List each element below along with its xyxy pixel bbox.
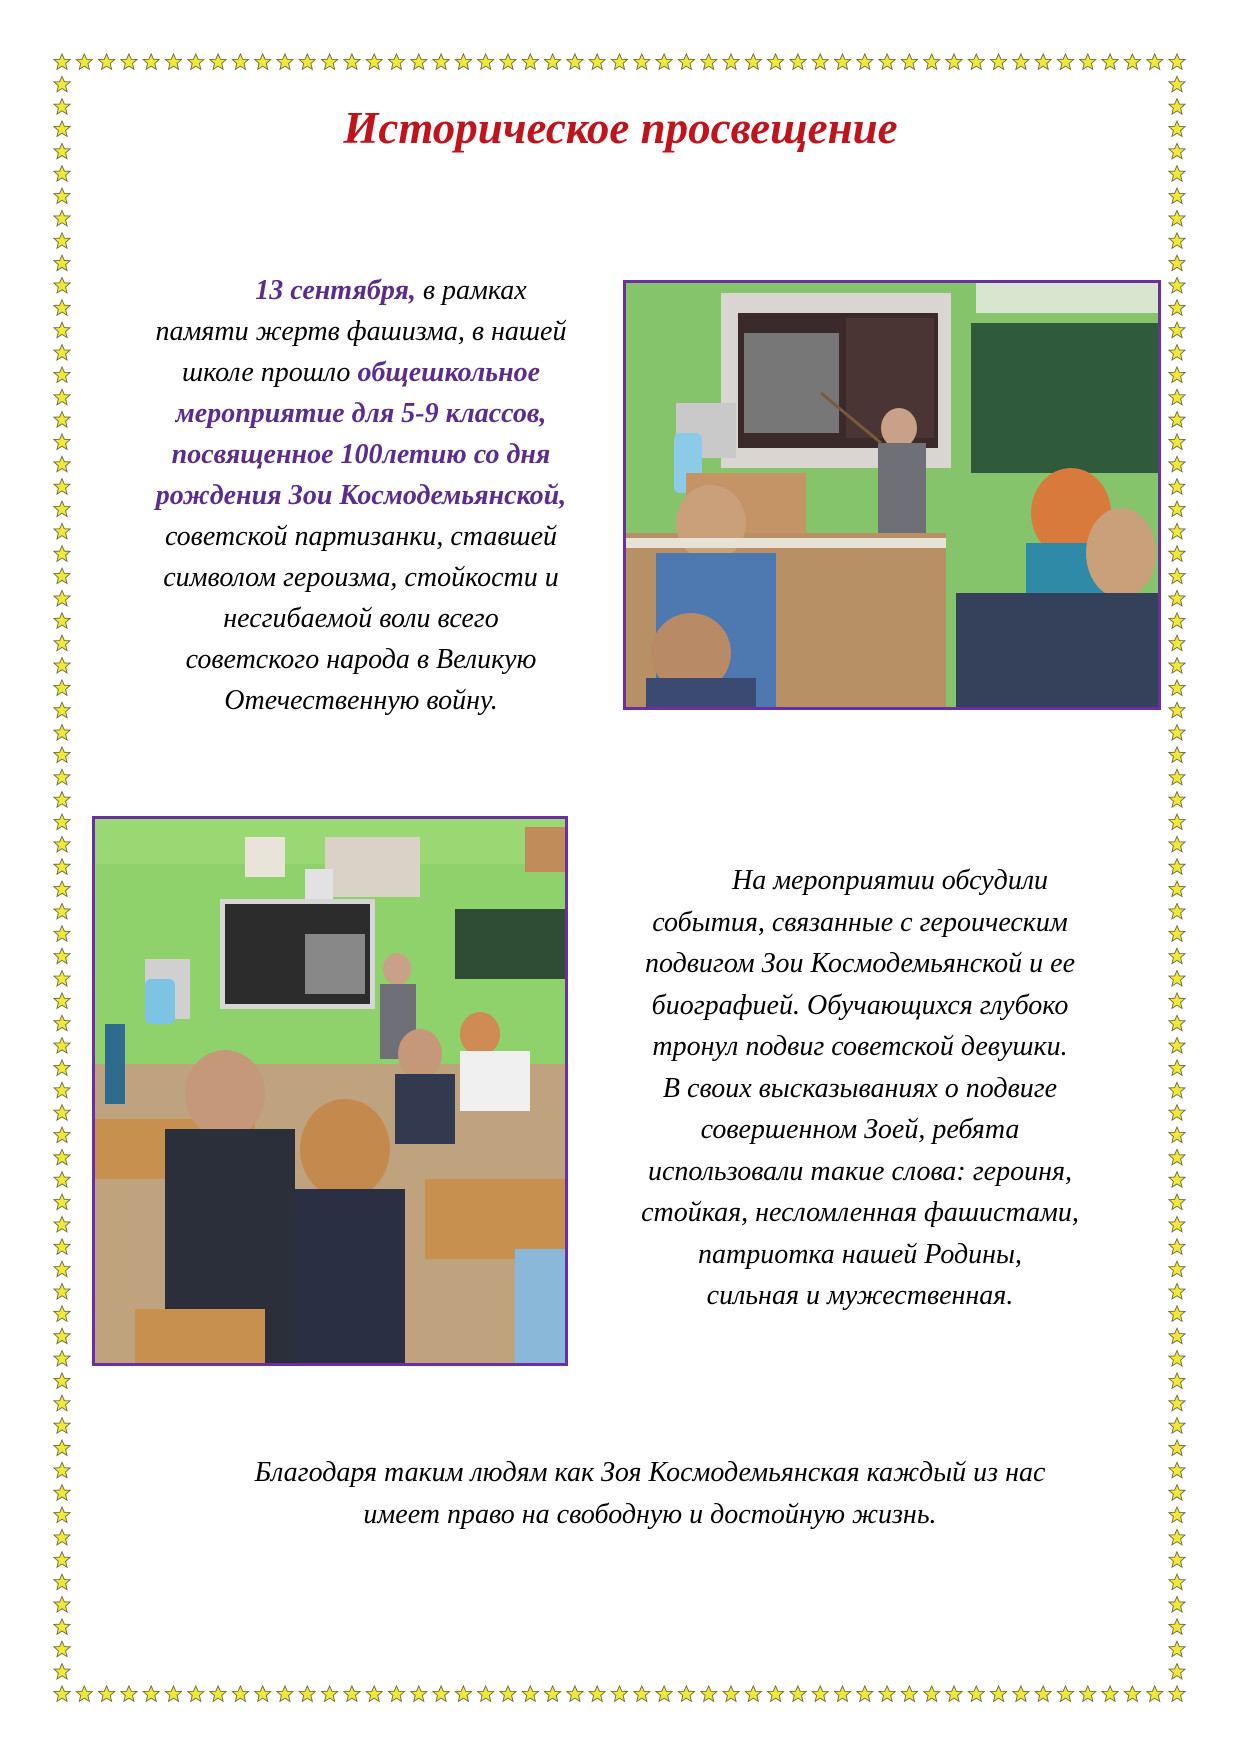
border-star-icon <box>1169 76 1185 91</box>
discussion-line-7: совершенном Зоей, ребята <box>700 1114 1020 1145</box>
border-star-icon <box>54 1306 70 1321</box>
border-star-icon <box>54 613 70 628</box>
border-star-icon <box>76 54 92 69</box>
border-star-icon <box>478 54 494 69</box>
border-star-icon <box>1169 680 1185 695</box>
classroom-photo-teacher-at-screen <box>623 280 1161 710</box>
border-star-icon <box>745 1686 761 1701</box>
border-star-icon <box>500 54 516 69</box>
border-star-icon <box>54 859 70 874</box>
border-star-icon <box>1169 859 1185 874</box>
border-star-icon <box>879 54 895 69</box>
border-star-icon <box>54 792 70 807</box>
intro-line8: символом героизма, стойкости и <box>163 562 559 593</box>
border-star-icon <box>500 1686 516 1701</box>
border-star-icon <box>768 54 784 69</box>
discussion-line-5: тронул подвиг советской девушки. <box>652 1031 1068 1062</box>
border-star-icon <box>1169 1239 1185 1254</box>
border-star-icon <box>1169 769 1185 784</box>
border-star-icon <box>54 590 70 605</box>
border-star-icon <box>165 54 181 69</box>
border-star-icon <box>589 1686 605 1701</box>
border-star-icon <box>232 54 248 69</box>
border-star-icon <box>924 54 940 69</box>
discussion-line-2: события, связанные с героическим <box>652 906 1068 938</box>
border-star-icon <box>1169 792 1185 807</box>
border-star-icon <box>54 501 70 516</box>
border-star-icon <box>1169 814 1185 829</box>
border-star-icon <box>366 1686 382 1701</box>
border-star-icon <box>1169 255 1185 270</box>
border-star-icon <box>54 54 70 69</box>
border-star-icon <box>634 1686 650 1701</box>
border-star-icon <box>322 1686 338 1701</box>
border-star-icon <box>54 1015 70 1030</box>
border-star-icon <box>99 54 115 69</box>
border-star-icon <box>1035 1686 1051 1701</box>
border-star-icon <box>723 54 739 69</box>
border-star-icon <box>1169 658 1185 673</box>
border-star-icon <box>54 971 70 986</box>
discussion-line-1: На мероприятии обсудили <box>731 865 1049 896</box>
border-star-icon <box>54 479 70 494</box>
border-star-icon <box>1169 1149 1185 1164</box>
border-star-icon <box>188 1686 204 1701</box>
border-star-icon <box>901 54 917 69</box>
border-star-icon <box>54 1261 70 1276</box>
border-star-icon <box>857 1686 873 1701</box>
border-star-icon <box>54 658 70 673</box>
border-star-icon <box>455 54 471 69</box>
border-star-icon <box>1102 54 1118 69</box>
border-star-icon <box>1169 166 1185 181</box>
border-star-icon <box>54 1328 70 1343</box>
border-star-icon <box>54 1105 70 1120</box>
intro-line2: памяти жертв фашизма, в нашей <box>155 316 567 347</box>
border-star-icon <box>54 412 70 427</box>
border-star-icon <box>54 1462 70 1477</box>
border-star-icon <box>1169 903 1185 918</box>
intro-paragraph <box>112 270 610 721</box>
border-star-icon <box>1169 389 1185 404</box>
border-star-icon <box>54 210 70 225</box>
border-star-icon <box>1035 54 1051 69</box>
border-star-icon <box>54 1239 70 1254</box>
border-star-icon <box>1169 1596 1185 1611</box>
border-star-icon <box>1169 1082 1185 1097</box>
intro-line11: Отечественную войну. <box>224 685 498 716</box>
closing-line-2: имеет право на свободную и достойную жизнь. <box>363 1499 937 1530</box>
border-star-icon <box>1169 1641 1185 1656</box>
border-star-icon <box>991 1686 1007 1701</box>
intro-line10: советского народа в Великую <box>185 644 537 675</box>
border-star-icon <box>1169 1529 1185 1544</box>
border-star-icon <box>1080 1686 1096 1701</box>
border-star-icon <box>1169 1462 1185 1477</box>
border-star-icon <box>188 54 204 69</box>
border-star-icon <box>678 54 694 69</box>
border-star-icon <box>924 1686 940 1701</box>
border-star-icon <box>54 1283 70 1298</box>
border-star-icon <box>1169 1172 1185 1187</box>
border-star-icon <box>54 1574 70 1589</box>
border-star-icon <box>322 54 338 69</box>
border-star-icon <box>1169 434 1185 449</box>
border-star-icon <box>54 1082 70 1097</box>
intro-date: 13 сентября, <box>255 275 416 306</box>
border-star-icon <box>54 277 70 292</box>
border-star-icon <box>634 54 650 69</box>
border-star-icon <box>1169 1194 1185 1209</box>
border-star-icon <box>54 568 70 583</box>
border-star-icon <box>433 1686 449 1701</box>
intro-line3-plain: школе прошло <box>181 357 358 388</box>
border-star-icon <box>991 54 1007 69</box>
intro-line1: в рамках <box>415 275 527 306</box>
border-star-icon <box>834 1686 850 1701</box>
border-star-icon <box>54 233 70 248</box>
discussion-line-4: биографией. Обучающихся глубоко <box>651 989 1069 1021</box>
border-star-icon <box>1169 277 1185 292</box>
border-star-icon <box>1169 1418 1185 1433</box>
border-star-icon <box>1057 1686 1073 1701</box>
border-star-icon <box>143 54 159 69</box>
border-star-icon <box>54 1194 70 1209</box>
border-star-icon <box>54 1485 70 1500</box>
border-star-icon <box>723 1686 739 1701</box>
border-star-icon <box>1169 1552 1185 1567</box>
border-star-icon <box>54 389 70 404</box>
border-star-icon <box>54 1440 70 1455</box>
border-star-icon <box>656 1686 672 1701</box>
border-star-icon <box>545 1686 561 1701</box>
border-star-icon <box>54 1619 70 1634</box>
border-star-icon <box>1169 1574 1185 1589</box>
border-star-icon <box>54 635 70 650</box>
border-star-icon <box>344 1686 360 1701</box>
border-star-icon <box>745 54 761 69</box>
border-star-icon <box>701 54 717 69</box>
border-star-icon <box>54 188 70 203</box>
border-star-icon <box>1169 1216 1185 1231</box>
border-star-icon <box>54 300 70 315</box>
border-star-icon <box>54 1038 70 1053</box>
border-star-icon <box>54 769 70 784</box>
border-star-icon <box>54 702 70 717</box>
border-star-icon <box>834 54 850 69</box>
border-star-icon <box>121 54 137 69</box>
border-star-icon <box>1169 1440 1185 1455</box>
border-star-icon <box>54 1351 70 1366</box>
border-star-icon <box>255 54 271 69</box>
border-star-icon <box>54 993 70 1008</box>
closing-paragraph <box>150 1452 1150 1536</box>
border-star-icon <box>433 54 449 69</box>
page-title: Историческое просвещение <box>343 103 898 153</box>
border-star-icon <box>54 345 70 360</box>
border-star-icon <box>54 367 70 382</box>
border-star-icon <box>54 836 70 851</box>
border-star-icon <box>143 1686 159 1701</box>
discussion-paragraph <box>600 860 1120 1317</box>
border-star-icon <box>455 1686 471 1701</box>
border-star-icon <box>210 54 226 69</box>
border-star-icon <box>1169 881 1185 896</box>
border-star-icon <box>478 1686 494 1701</box>
border-star-icon <box>1169 210 1185 225</box>
border-star-icon <box>1169 993 1185 1008</box>
border-star-icon <box>54 523 70 538</box>
border-star-icon <box>879 1686 895 1701</box>
border-star-icon <box>54 1552 70 1567</box>
border-star-icon <box>54 76 70 91</box>
border-star-icon <box>54 1395 70 1410</box>
border-star-icon <box>1169 747 1185 762</box>
border-star-icon <box>946 1686 962 1701</box>
border-star-icon <box>54 1216 70 1231</box>
discussion-line-8: использовали такие слова: героиня, <box>647 1155 1073 1187</box>
border-star-icon <box>1169 1060 1185 1075</box>
border-star-icon <box>54 322 70 337</box>
intro-line4: мероприятие для 5-9 классов, <box>175 398 547 429</box>
border-star-icon <box>1169 1686 1185 1701</box>
border-star-icon <box>54 926 70 941</box>
border-star-icon <box>1147 54 1163 69</box>
discussion-line-6: В своих высказываниях о подвиге <box>662 1072 1058 1104</box>
border-star-icon <box>1169 725 1185 740</box>
border-star-icon <box>54 1596 70 1611</box>
border-star-icon <box>611 1686 627 1701</box>
border-star-icon <box>54 903 70 918</box>
discussion-line-3: подвигом Зои Космодемьянской и ее <box>644 948 1076 979</box>
border-star-icon <box>54 434 70 449</box>
intro-line5: посвященное 100летию со дня <box>171 439 551 470</box>
border-star-icon <box>1169 1306 1185 1321</box>
border-star-icon <box>99 1686 115 1701</box>
border-star-icon <box>299 54 315 69</box>
border-star-icon <box>54 725 70 740</box>
border-star-icon <box>54 881 70 896</box>
border-star-icon <box>1169 345 1185 360</box>
border-star-icon <box>255 1686 271 1701</box>
border-star-icon <box>1169 971 1185 986</box>
border-star-icon <box>411 1686 427 1701</box>
border-star-icon <box>1169 635 1185 650</box>
border-star-icon <box>1169 456 1185 471</box>
border-star-icon <box>299 1686 315 1701</box>
border-star-icon <box>768 1686 784 1701</box>
border-star-icon <box>1169 568 1185 583</box>
border-star-icon <box>1169 322 1185 337</box>
border-star-icon <box>54 1641 70 1656</box>
border-star-icon <box>1169 1328 1185 1343</box>
border-star-icon <box>232 1686 248 1701</box>
border-star-icon <box>567 54 583 69</box>
border-star-icon <box>1169 1619 1185 1634</box>
border-star-icon <box>344 54 360 69</box>
border-star-icon <box>54 1149 70 1164</box>
border-star-icon <box>1080 54 1096 69</box>
border-star-icon <box>678 1686 694 1701</box>
border-star-icon <box>1169 1373 1185 1388</box>
discussion-line-9: стойкая, несломленная фашистами, <box>641 1197 1079 1228</box>
border-star-icon <box>76 1686 92 1701</box>
intro-line7: советской партизанки, ставшей <box>164 521 558 552</box>
border-star-icon <box>1169 546 1185 561</box>
border-star-icon <box>1169 1015 1185 1030</box>
border-star-icon <box>1102 1686 1118 1701</box>
border-star-icon <box>1124 54 1140 69</box>
border-star-icon <box>366 54 382 69</box>
border-star-icon <box>54 1529 70 1544</box>
border-star-icon <box>1169 1105 1185 1120</box>
border-star-icon <box>1169 926 1185 941</box>
intro-line3-highlight: общешкольное <box>357 357 541 388</box>
border-star-icon <box>388 1686 404 1701</box>
border-star-icon <box>388 54 404 69</box>
border-star-icon <box>968 54 984 69</box>
border-star-icon <box>1169 1507 1185 1522</box>
border-star-icon <box>522 54 538 69</box>
border-star-icon <box>1169 1127 1185 1142</box>
border-star-icon <box>54 1373 70 1388</box>
intro-line6: рождения Зои Космодемьянской, <box>155 480 567 511</box>
border-star-icon <box>1169 613 1185 628</box>
border-star-icon <box>812 54 828 69</box>
border-star-icon <box>1169 54 1185 69</box>
border-star-icon <box>210 1686 226 1701</box>
border-star-icon <box>790 54 806 69</box>
border-star-icon <box>567 1686 583 1701</box>
border-star-icon <box>1169 479 1185 494</box>
border-star-icon <box>1169 1351 1185 1366</box>
border-star-icon <box>121 1686 137 1701</box>
closing-line-1: Благодаря таким людям как Зоя Космодемьянская каждый из нас <box>254 1457 1046 1488</box>
border-star-icon <box>701 1686 717 1701</box>
border-star-icon <box>1147 1686 1163 1701</box>
border-star-icon <box>545 54 561 69</box>
border-star-icon <box>54 680 70 695</box>
border-star-icon <box>1169 1395 1185 1410</box>
discussion-line-10: патриотка нашей Родины, <box>697 1238 1023 1270</box>
border-star-icon <box>812 1686 828 1701</box>
border-star-icon <box>1169 188 1185 203</box>
border-star-icon <box>54 1060 70 1075</box>
border-star-icon <box>968 1686 984 1701</box>
border-star-icon <box>1013 54 1029 69</box>
border-star-icon <box>1013 1686 1029 1701</box>
border-star-icon <box>54 255 70 270</box>
border-star-icon <box>1169 702 1185 717</box>
border-star-icon <box>1169 948 1185 963</box>
border-star-icon <box>277 1686 293 1701</box>
border-star-icon <box>54 456 70 471</box>
border-star-icon <box>54 1664 70 1679</box>
border-star-icon <box>1169 1038 1185 1053</box>
border-star-icon <box>1169 1283 1185 1298</box>
border-star-icon <box>54 546 70 561</box>
border-star-icon <box>54 814 70 829</box>
border-star-icon <box>946 54 962 69</box>
border-star-icon <box>54 747 70 762</box>
border-star-icon <box>901 1686 917 1701</box>
border-star-icon <box>1169 1485 1185 1500</box>
border-star-icon <box>1169 590 1185 605</box>
border-star-icon <box>1169 836 1185 851</box>
border-star-icon <box>54 1172 70 1187</box>
border-star-icon <box>1169 501 1185 516</box>
border-star-icon <box>1169 233 1185 248</box>
border-star-icon <box>54 948 70 963</box>
border-star-icon <box>165 1686 181 1701</box>
border-star-icon <box>1169 300 1185 315</box>
border-star-icon <box>1057 54 1073 69</box>
intro-line9: несгибаемой воли всего <box>223 603 499 634</box>
border-star-icon <box>790 1686 806 1701</box>
border-star-icon <box>277 54 293 69</box>
border-star-icon <box>54 1686 70 1701</box>
border-star-icon <box>1169 523 1185 538</box>
border-star-icon <box>54 1127 70 1142</box>
border-star-icon <box>656 54 672 69</box>
border-star-icon <box>611 54 627 69</box>
border-star-icon <box>54 1418 70 1433</box>
border-star-icon <box>522 1686 538 1701</box>
border-star-icon <box>54 1507 70 1522</box>
border-star-icon <box>411 54 427 69</box>
border-star-icon <box>1169 412 1185 427</box>
border-star-icon <box>1169 1664 1185 1679</box>
border-star-icon <box>589 54 605 69</box>
border-star-icon <box>1169 367 1185 382</box>
border-star-icon <box>1169 1261 1185 1276</box>
border-star-icon <box>54 166 70 181</box>
border-star-icon <box>1124 1686 1140 1701</box>
classroom-photo-students <box>92 816 568 1366</box>
border-star-icon <box>857 54 873 69</box>
discussion-line-11: сильная и мужественная. <box>706 1280 1014 1311</box>
